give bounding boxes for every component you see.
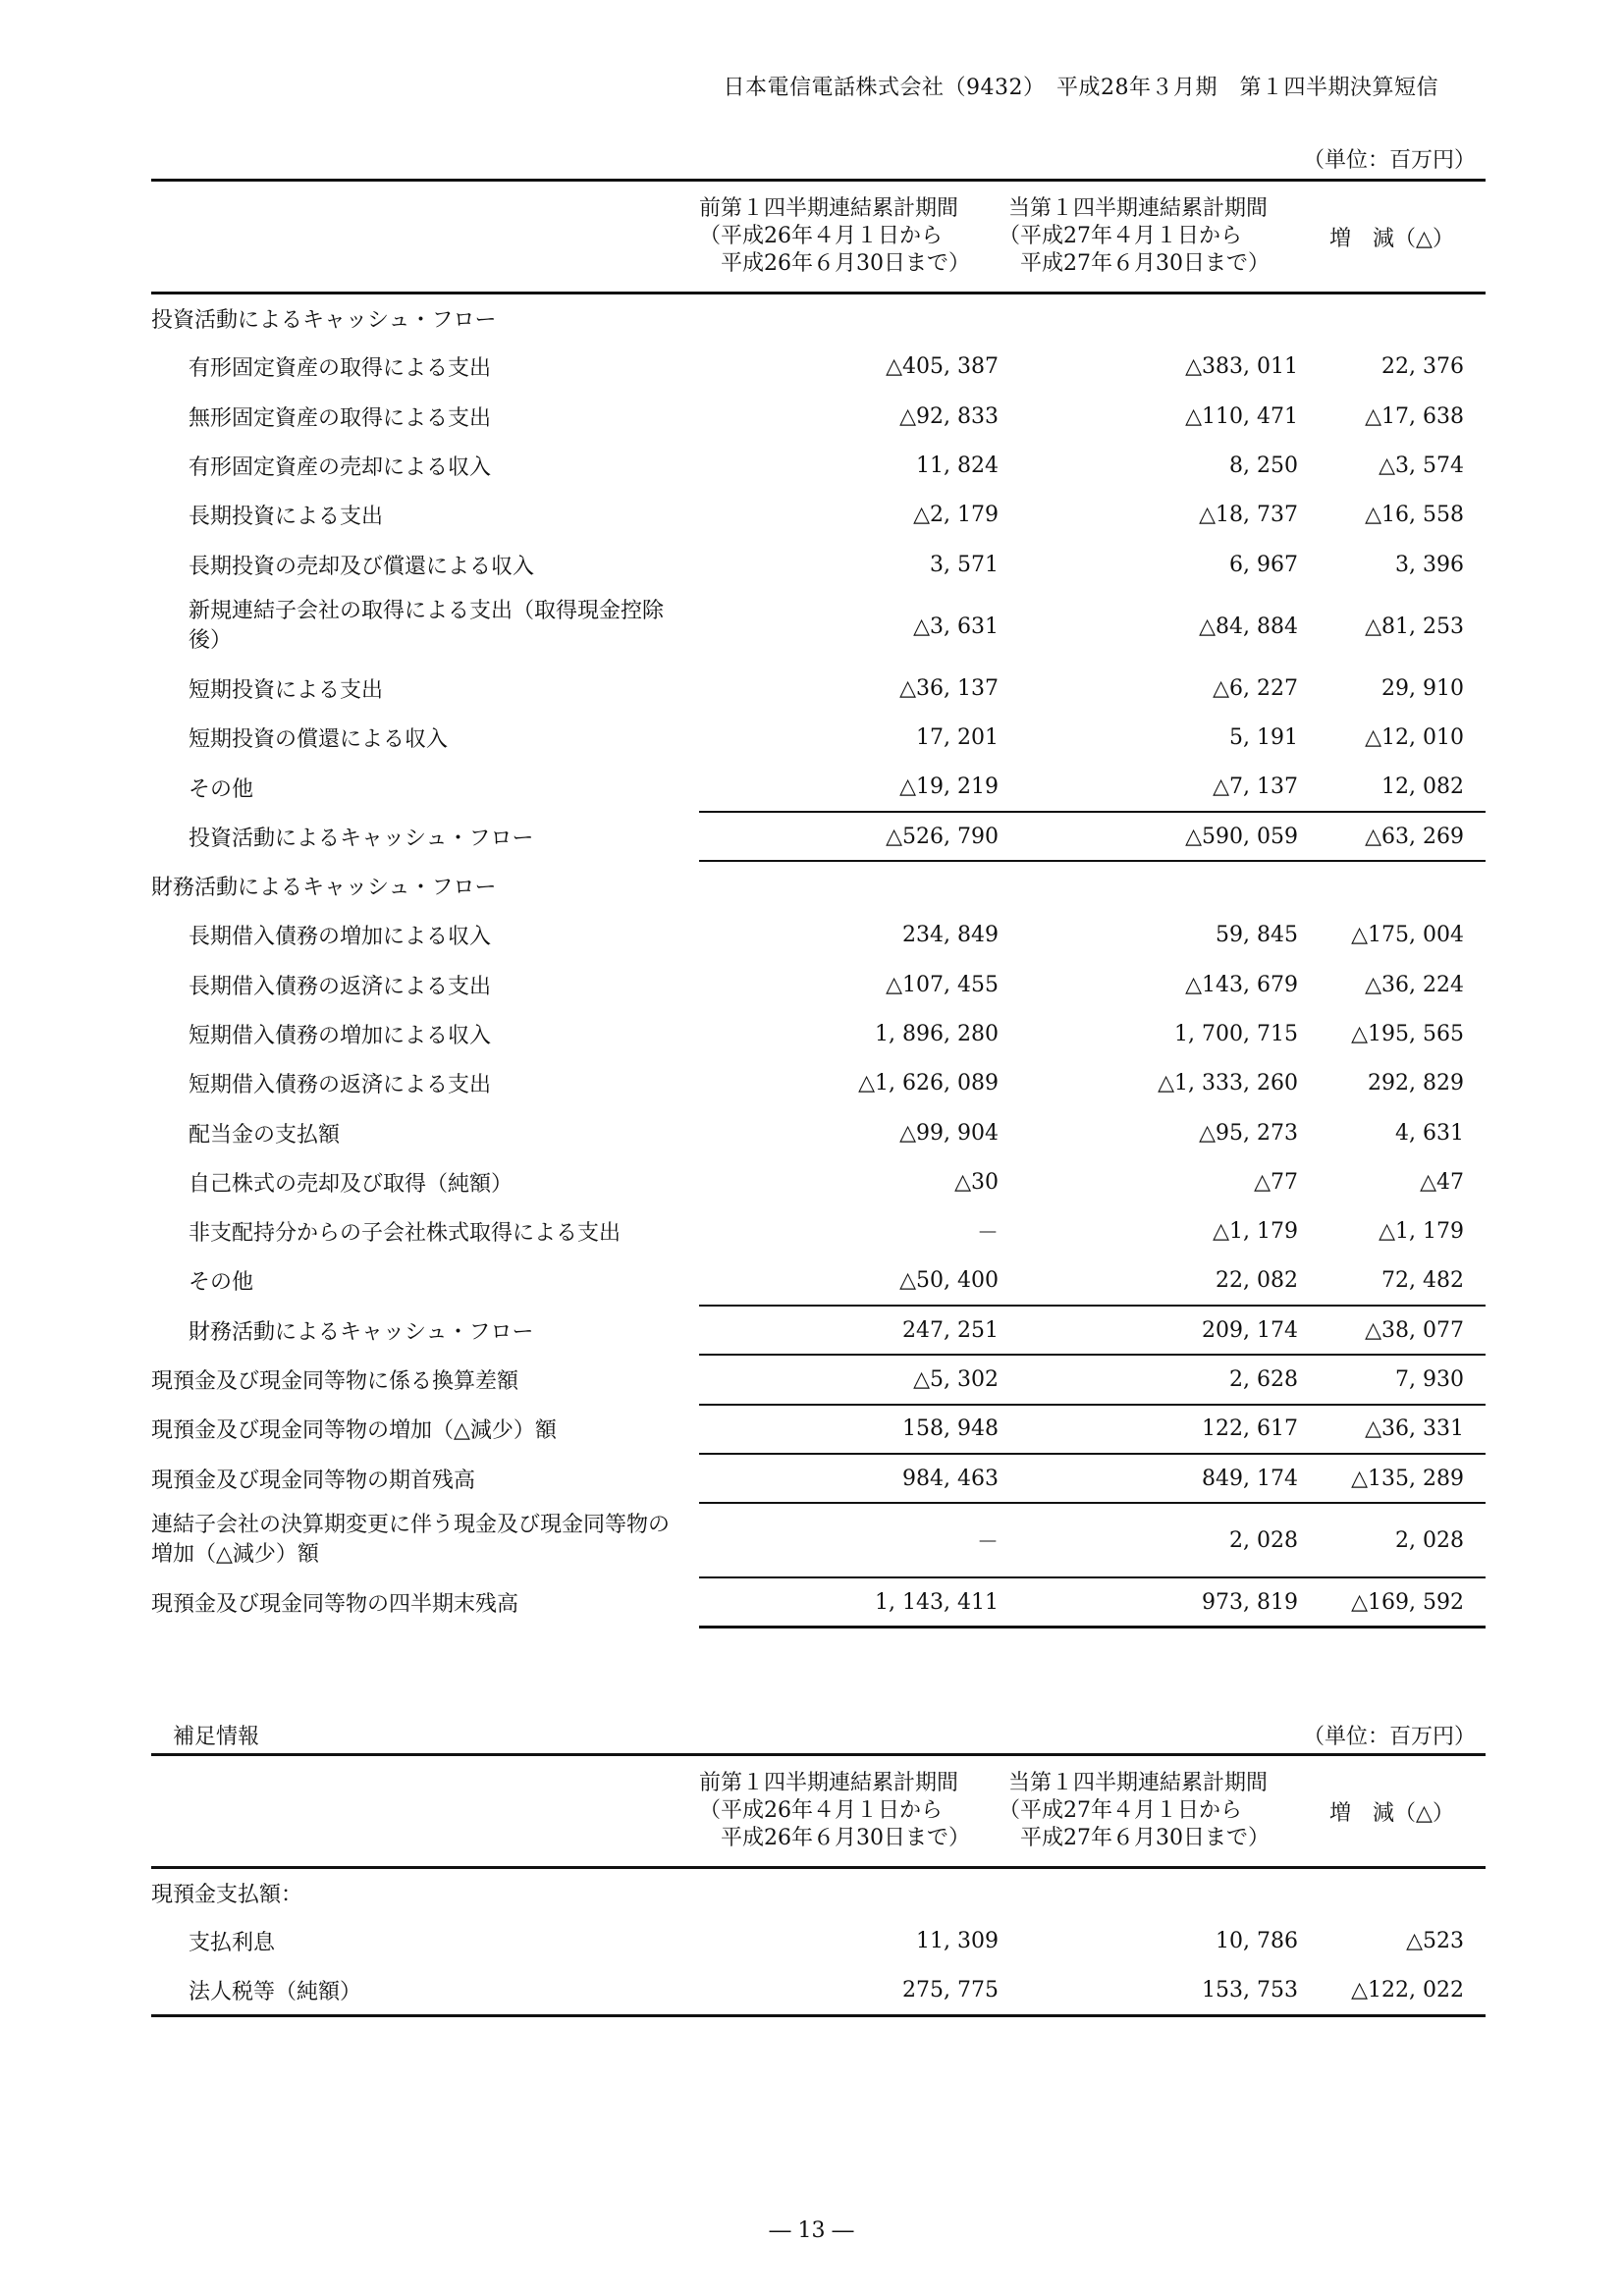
- row-label: 短期投資の償還による収入: [189, 727, 449, 753]
- row-label: 現預金及び現金同等物の期首残高: [151, 1468, 476, 1493]
- value-diff: △3, 574: [1379, 454, 1464, 479]
- header-curr-period: 当第１四半期連結累計期間 （平成27年４月１日から 平成27年６月30日まで）: [999, 1755, 1298, 1868]
- table-row: [151, 491, 1486, 540]
- row-label: 長期投資の売却及び償還による収入: [189, 554, 535, 579]
- value-prev: △19, 219: [899, 774, 999, 800]
- value-diff: △175, 004: [1351, 923, 1464, 948]
- value-prev: △526, 790: [699, 812, 999, 861]
- value-curr: △7, 137: [1213, 774, 1298, 800]
- value-diff: 292, 829: [1368, 1071, 1464, 1096]
- row-label: その他: [189, 776, 254, 802]
- value-curr: △383, 011: [1185, 354, 1298, 380]
- row-label: 配当金の支払額: [189, 1122, 341, 1148]
- supplement-title: 補足情報: [173, 1725, 260, 1749]
- table-row: [151, 294, 1486, 343]
- table-row: [151, 1868, 1486, 1917]
- value-prev: 17, 201: [916, 725, 999, 751]
- subtotal-row: [151, 1306, 1486, 1355]
- document-header: 日本電信電話株式会社（9432） 平成28年３月期 第１四半期決算短信: [723, 76, 1438, 100]
- value-curr: 6, 967: [1229, 552, 1298, 577]
- value-diff: 4, 631: [1395, 1120, 1464, 1146]
- value-prev: 247, 251: [699, 1306, 999, 1355]
- row-label: 自己株式の売却及び取得（純額）: [189, 1171, 514, 1197]
- value-prev: △107, 455: [886, 972, 999, 997]
- value-diff: 3, 396: [1395, 552, 1464, 577]
- row-label: 新規連結子会社の取得による支出（取得現金控除後）: [189, 599, 665, 654]
- table-row: [151, 1503, 1486, 1577]
- value-prev: 1, 143, 411: [699, 1577, 999, 1627]
- table-row: [151, 1454, 1486, 1503]
- value-prev: △92, 833: [899, 403, 999, 429]
- value-prev: －: [976, 1221, 999, 1247]
- value-diff: △1, 179: [1379, 1219, 1464, 1245]
- table-row: [151, 714, 1486, 763]
- header-prev-period: 前第１四半期連結累計期間 （平成26年４月１日から 平成26年６月30日まで）: [699, 1755, 999, 1868]
- value-curr: △590, 059: [999, 812, 1298, 861]
- row-label: 現預金支払額：: [151, 1882, 303, 1907]
- value-diff: △36, 331: [1298, 1405, 1486, 1454]
- value-prev: 11, 309: [916, 1929, 999, 1954]
- value-curr: 2, 028: [999, 1503, 1298, 1577]
- table-row: [151, 589, 1486, 664]
- table-row: [151, 861, 1486, 910]
- value-curr: △110, 471: [1185, 403, 1298, 429]
- table-row: [151, 1405, 1486, 1454]
- value-diff: 7, 930: [1298, 1355, 1486, 1404]
- subtotal-row: [151, 812, 1486, 861]
- value-prev: 234, 849: [902, 923, 999, 948]
- header-difference: 増 減（△）: [1298, 181, 1486, 294]
- value-prev: 1, 896, 280: [875, 1022, 999, 1046]
- value-prev: 11, 824: [916, 454, 999, 479]
- value-diff: 72, 482: [1381, 1267, 1464, 1293]
- value-diff: △523: [1406, 1929, 1464, 1954]
- row-label: その他: [189, 1270, 254, 1296]
- table-row: [151, 392, 1486, 441]
- row-label: 現預金及び現金同等物の増加（△減少）額: [151, 1418, 557, 1444]
- row-label: 短期投資による支出: [189, 677, 384, 703]
- table-row: [151, 1966, 1486, 2015]
- value-prev: 158, 948: [699, 1405, 999, 1454]
- header-prev-period: 前第１四半期連結累計期間 （平成26年４月１日から 平成26年６月30日まで）: [699, 181, 999, 294]
- row-label: 短期借入債務の返済による支出: [189, 1073, 492, 1098]
- table-row: [151, 763, 1486, 812]
- value-diff: 29, 910: [1381, 675, 1464, 701]
- header-difference: 増 減（△）: [1298, 1755, 1486, 1868]
- value-prev: △99, 904: [899, 1120, 999, 1146]
- cashflow-table: [151, 179, 1486, 1629]
- table-row: [151, 1157, 1486, 1206]
- value-curr: 1, 700, 715: [1174, 1022, 1298, 1046]
- value-diff: △195, 565: [1351, 1022, 1464, 1046]
- table-row: [151, 911, 1486, 960]
- table-row: [151, 1256, 1486, 1306]
- value-prev: △5, 302: [699, 1355, 999, 1404]
- value-diff: △122, 022: [1298, 1966, 1486, 2015]
- value-prev: △2, 179: [913, 503, 999, 528]
- row-label: 長期投資による支出: [189, 505, 384, 530]
- value-diff: △38, 077: [1298, 1306, 1486, 1355]
- row-label: 無形固定資産の取得による支出: [189, 405, 492, 431]
- supplement-unit-label: （単位：百万円）: [1302, 1725, 1476, 1749]
- value-curr: △18, 737: [1199, 503, 1298, 528]
- page-number: ― 13 ―: [769, 2218, 854, 2243]
- row-label: 現預金及び現金同等物の四半期末残高: [151, 1591, 519, 1617]
- supplement-table: [151, 1753, 1486, 2017]
- value-diff: 22, 376: [1381, 354, 1464, 380]
- row-label: 長期借入債務の返済による支出: [189, 974, 492, 999]
- value-curr: 122, 617: [999, 1405, 1298, 1454]
- value-curr: 59, 845: [1216, 923, 1298, 948]
- value-curr: 849, 174: [999, 1454, 1298, 1503]
- row-label: 投資活動によるキャッシュ・フロー: [189, 826, 534, 851]
- header-label-cell: [151, 1755, 699, 1868]
- row-label: 短期借入債務の増加による収入: [189, 1024, 492, 1048]
- table-row: [151, 960, 1486, 1009]
- row-label: 支払利息: [189, 1931, 276, 1956]
- table-row: [151, 441, 1486, 490]
- value-diff: △47: [1420, 1169, 1464, 1195]
- value-curr: 8, 250: [1229, 454, 1298, 479]
- row-label: 連結子会社の決算期変更に伴う現金及び現金同等物の増加（△減少）額: [151, 1513, 671, 1568]
- value-diff: △81, 253: [1365, 614, 1464, 639]
- value-prev: △50, 400: [899, 1267, 999, 1293]
- value-curr: △77: [1254, 1169, 1298, 1195]
- table-row: [151, 1059, 1486, 1108]
- unit-label: （単位：百万円）: [1302, 148, 1476, 173]
- value-prev: 3, 571: [930, 552, 999, 577]
- value-prev: －: [699, 1503, 999, 1577]
- value-diff: △36, 224: [1365, 972, 1464, 997]
- value-diff: △17, 638: [1365, 403, 1464, 429]
- total-row: [151, 1577, 1486, 1627]
- value-curr: △95, 273: [1199, 1120, 1298, 1146]
- value-curr: △1, 333, 260: [1158, 1071, 1298, 1096]
- value-prev: △405, 387: [886, 354, 999, 380]
- value-curr: △6, 227: [1213, 675, 1298, 701]
- value-curr: 209, 174: [999, 1306, 1298, 1355]
- table-row: [151, 1917, 1486, 1966]
- row-label: 有形固定資産の売却による収入: [189, 455, 492, 481]
- value-curr: 2, 628: [999, 1355, 1298, 1404]
- value-curr: △143, 679: [1185, 972, 1298, 997]
- value-diff: △135, 289: [1298, 1454, 1486, 1503]
- value-diff: 12, 082: [1381, 774, 1464, 800]
- value-curr: 153, 753: [999, 1966, 1298, 2015]
- row-label: 有形固定資産の取得による支出: [189, 356, 492, 382]
- row-label: 非支配持分からの子会社株式取得による支出: [189, 1221, 622, 1247]
- table-row: [151, 343, 1486, 392]
- row-label: 財務活動によるキャッシュ・フロー: [151, 876, 497, 901]
- value-diff: △63, 269: [1298, 812, 1486, 861]
- row-label: 投資活動によるキャッシュ・フロー: [151, 307, 497, 333]
- value-curr: △84, 884: [1199, 614, 1298, 639]
- row-label: 財務活動によるキャッシュ・フロー: [189, 1319, 534, 1345]
- value-curr: 973, 819: [999, 1577, 1298, 1627]
- value-curr: △1, 179: [1213, 1219, 1298, 1245]
- table-row: [151, 664, 1486, 713]
- value-prev: △30: [954, 1169, 999, 1195]
- header-label-cell: [151, 181, 699, 294]
- value-prev: 984, 463: [699, 1454, 999, 1503]
- header-curr-period: 当第１四半期連結累計期間 （平成27年４月１日から 平成27年６月30日まで）: [999, 181, 1298, 294]
- value-curr: 5, 191: [1229, 725, 1298, 751]
- value-diff: △16, 558: [1365, 503, 1464, 528]
- table-row: [151, 1355, 1486, 1404]
- value-prev: △36, 137: [899, 675, 999, 701]
- table-row: [151, 1207, 1486, 1256]
- row-label: 現預金及び現金同等物に係る換算差額: [151, 1369, 519, 1395]
- row-label: 法人税等（純額）: [151, 1966, 699, 2015]
- value-curr: 22, 082: [1216, 1267, 1298, 1293]
- value-curr: 10, 786: [1216, 1929, 1298, 1954]
- value-diff: △169, 592: [1298, 1577, 1486, 1627]
- table-row: [151, 540, 1486, 589]
- value-prev: △3, 631: [913, 614, 999, 639]
- value-diff: △12, 010: [1365, 725, 1464, 751]
- value-prev: △1, 626, 089: [858, 1071, 999, 1096]
- table-row: [151, 1009, 1486, 1058]
- table-row: [151, 1108, 1486, 1157]
- value-diff: 2, 028: [1298, 1503, 1486, 1577]
- row-label: 長期借入債務の増加による収入: [189, 925, 492, 950]
- value-prev: 275, 775: [699, 1966, 999, 2015]
